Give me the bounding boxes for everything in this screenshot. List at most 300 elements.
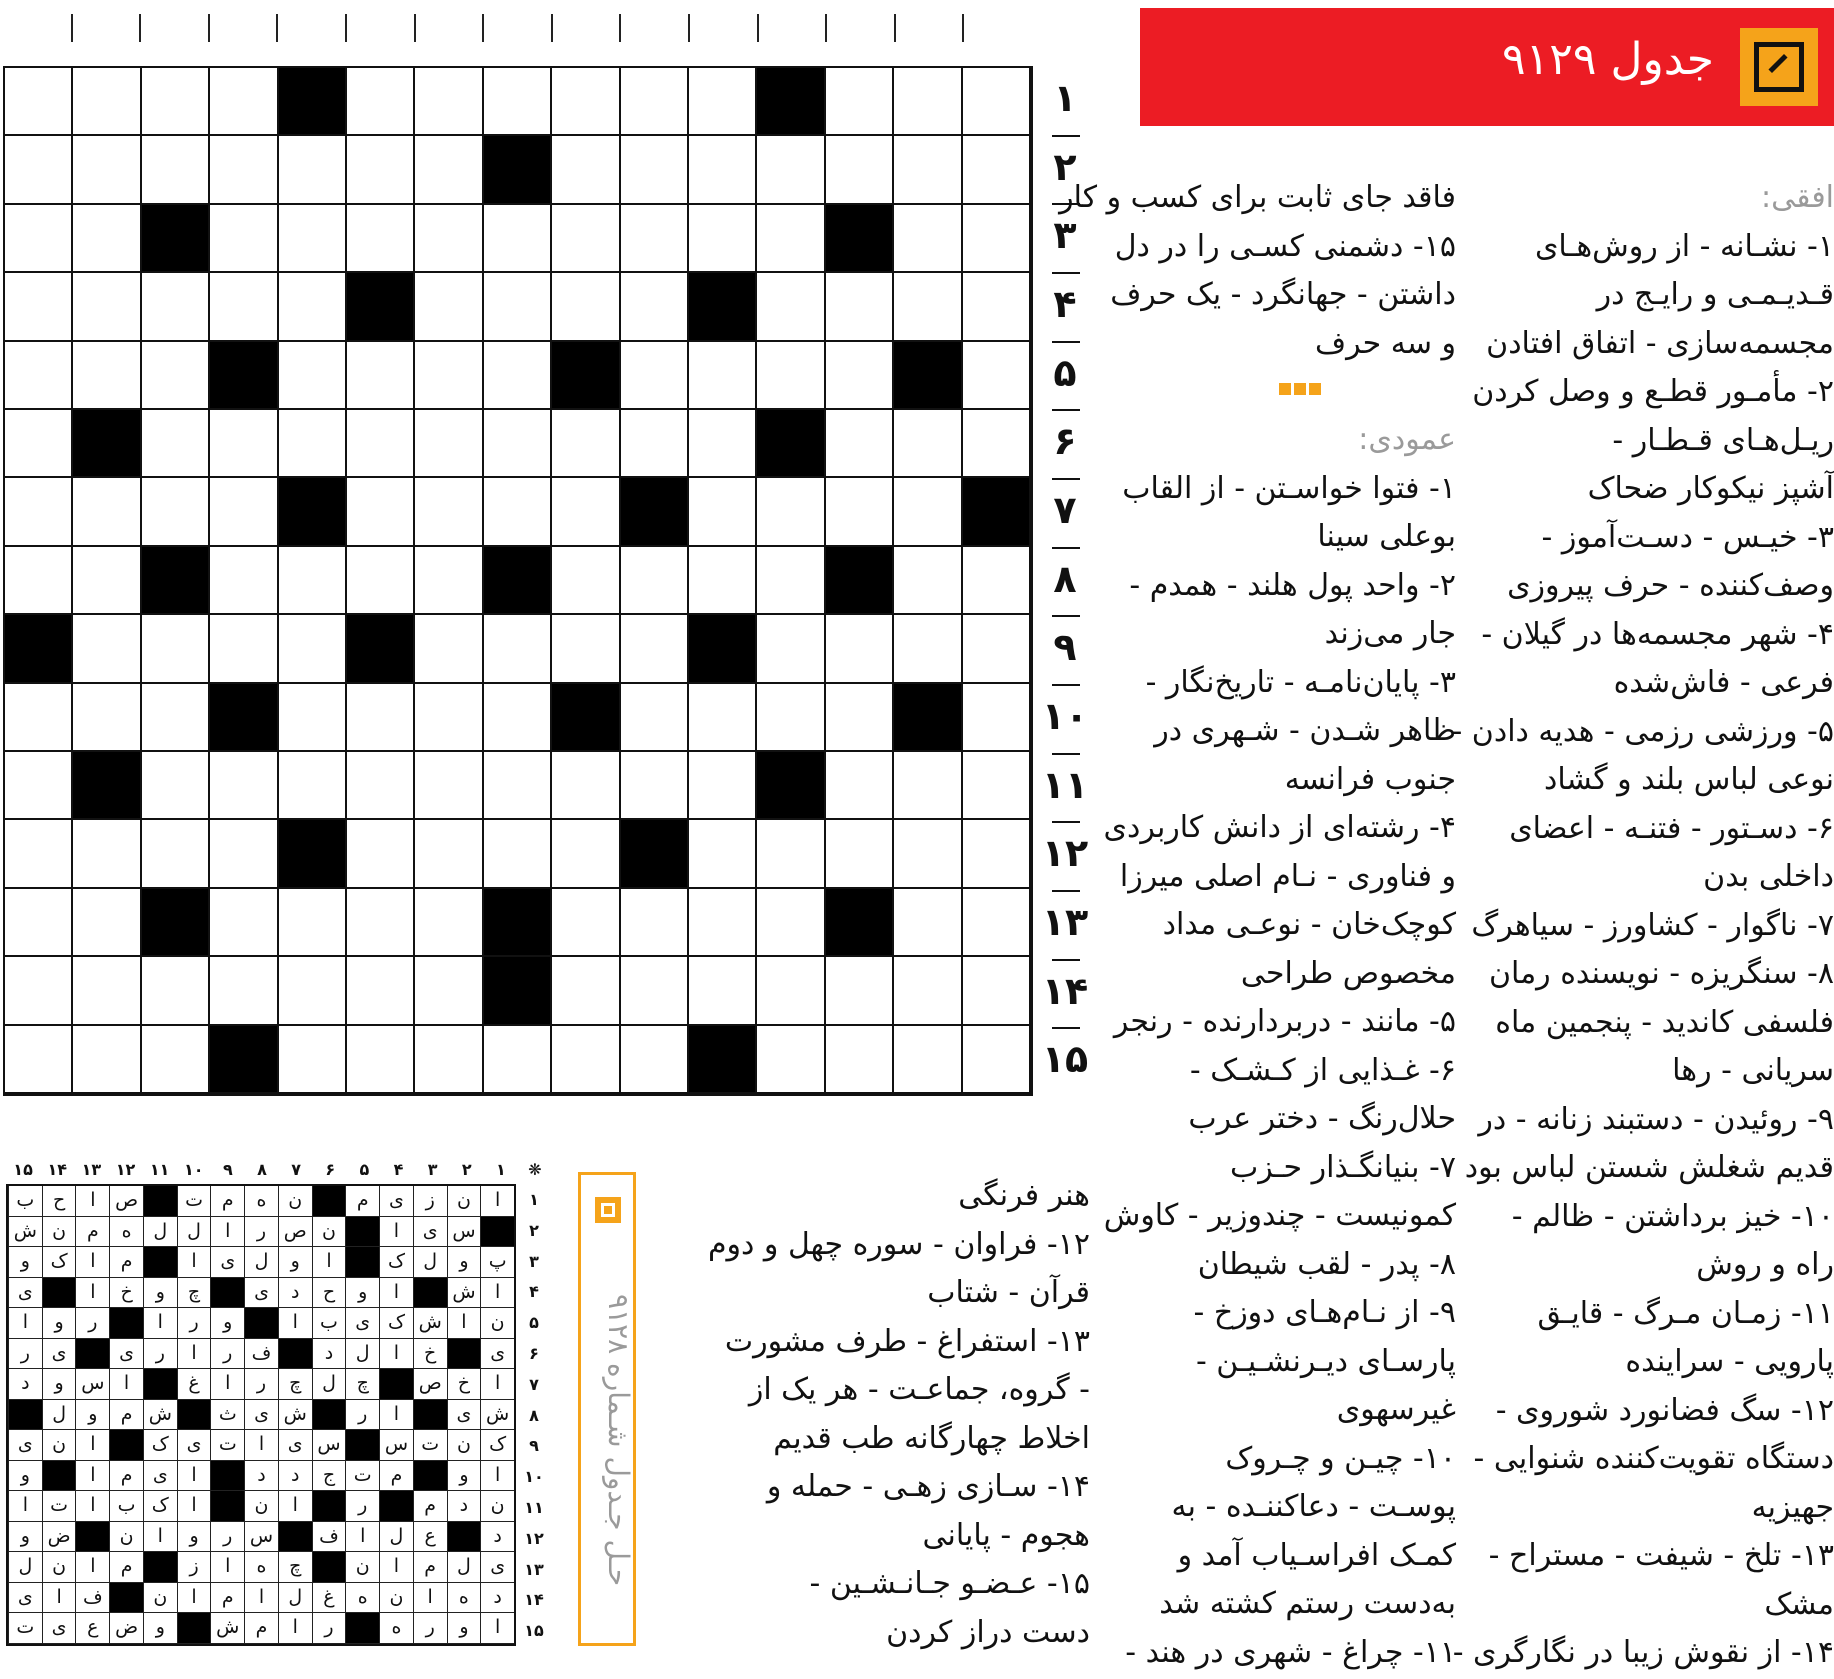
solution-cell-black [75, 1339, 109, 1370]
crossword-grid [3, 66, 1033, 1096]
solution-grid [6, 1184, 516, 1646]
grid-cell[interactable] [142, 273, 210, 341]
grid-cell[interactable] [210, 752, 278, 820]
solution-cell-black [379, 1369, 413, 1400]
grid-cell[interactable] [5, 684, 73, 752]
grid-cell[interactable] [484, 205, 552, 273]
grid-cell[interactable] [894, 478, 962, 546]
grid-cell[interactable] [963, 136, 1031, 204]
clue-line: ۱۴- از نقوش زیبا در نگارگری - [1452, 1635, 1834, 1670]
grid-cell[interactable] [826, 1026, 894, 1094]
grid-cell[interactable] [415, 273, 483, 341]
grid-cell[interactable] [826, 752, 894, 820]
grid-cell[interactable] [279, 205, 347, 273]
grid-cell[interactable] [5, 1026, 73, 1094]
grid-cell[interactable] [484, 684, 552, 752]
grid-cell[interactable] [73, 68, 141, 136]
grid-cell[interactable] [279, 1026, 347, 1094]
solution-column-number: ۱۳ [81, 1160, 102, 1179]
grid-cell[interactable] [552, 410, 620, 478]
grid-cell[interactable] [347, 889, 415, 957]
grid-cell[interactable] [963, 547, 1031, 615]
solution-cell: ا [244, 1430, 278, 1461]
grid-cell[interactable] [621, 1026, 689, 1094]
grid-cell[interactable] [142, 342, 210, 410]
solution-cell: ی [244, 1278, 278, 1309]
solution-column-number: ۱۵ [13, 1160, 33, 1179]
grid-cell[interactable] [347, 68, 415, 136]
grid-cell[interactable] [279, 684, 347, 752]
clue-line: ۶- دسـتور - فتنـه - اعضای [1509, 810, 1834, 846]
grid-cell[interactable] [73, 615, 141, 683]
grid-cell[interactable] [963, 820, 1031, 888]
grid-cell[interactable] [689, 205, 757, 273]
grid-cell[interactable] [5, 342, 73, 410]
clue-line: آشپز نیکوکار ضحاک [1587, 471, 1834, 506]
grid-cell[interactable] [279, 957, 347, 1025]
grid-cell[interactable] [347, 478, 415, 546]
grid-cell[interactable] [894, 1026, 962, 1094]
clue-line: - گروه، جماعـت - هر یک از [748, 1372, 1090, 1407]
solution-cell: ش [480, 1400, 514, 1431]
grid-cell[interactable] [5, 478, 73, 546]
solution-cell: و [8, 1461, 42, 1492]
grid-cell[interactable] [210, 820, 278, 888]
clue-line: بوعلی سینا [1317, 519, 1456, 554]
grid-cell[interactable] [210, 273, 278, 341]
grid-cell[interactable] [5, 205, 73, 273]
solution-cell: ک [480, 1430, 514, 1461]
grid-cell[interactable] [826, 478, 894, 546]
clue-line: فرعی - فاش‌شده [1613, 665, 1834, 700]
grid-cell[interactable] [894, 889, 962, 957]
grid-cell[interactable] [415, 547, 483, 615]
grid-cell[interactable] [757, 547, 825, 615]
grid-cell[interactable] [484, 820, 552, 888]
clue-line: کوچک‌خان - نوعـی مداد [1162, 907, 1456, 942]
grid-cell[interactable] [347, 410, 415, 478]
grid-cell[interactable] [552, 1026, 620, 1094]
grid-cell[interactable] [484, 752, 552, 820]
solution-cell: م [210, 1583, 244, 1614]
solution-cell: ا [379, 1217, 413, 1248]
grid-cell[interactable] [689, 957, 757, 1025]
row-separator [1052, 135, 1080, 137]
grid-cell[interactable] [279, 410, 347, 478]
grid-cell[interactable] [552, 820, 620, 888]
clue-line: ۱- فتوا خواسـتن - از القاب [1122, 470, 1456, 506]
grid-cell[interactable] [279, 547, 347, 615]
grid-cell[interactable] [415, 205, 483, 273]
grid-cell[interactable] [210, 136, 278, 204]
grid-cell[interactable] [826, 273, 894, 341]
ruler-tick [551, 14, 553, 42]
grid-cell[interactable] [415, 820, 483, 888]
clue-line: ریـل‌هـای قـطـار - [1612, 422, 1834, 458]
solution-cell: ر [244, 1369, 278, 1400]
grid-cell[interactable] [963, 889, 1031, 957]
grid-cell[interactable] [826, 684, 894, 752]
solution-column-number: ۱ [496, 1160, 506, 1179]
grid-cell[interactable] [894, 136, 962, 204]
grid-cell[interactable] [484, 68, 552, 136]
grid-cell[interactable] [210, 410, 278, 478]
solution-label-box [578, 1172, 636, 1646]
row-number: ۷ [1053, 488, 1077, 532]
solution-cell: س [75, 1369, 109, 1400]
grid-cell[interactable] [621, 684, 689, 752]
grid-cell[interactable] [5, 547, 73, 615]
grid-cell[interactable] [279, 273, 347, 341]
solution-cell: م [109, 1247, 143, 1278]
grid-cell-black [621, 820, 689, 888]
solution-cell: ع [413, 1522, 447, 1553]
grid-cell[interactable] [210, 889, 278, 957]
solution-cell: س [312, 1430, 346, 1461]
solution-cell: م [244, 1613, 278, 1644]
grid-cell[interactable] [826, 410, 894, 478]
grid-cell[interactable] [963, 410, 1031, 478]
grid-cell[interactable] [826, 342, 894, 410]
clue-line: ۹- روئیدن - دستبند زنانه - در [1478, 1101, 1834, 1137]
grid-cell[interactable] [347, 136, 415, 204]
grid-cell[interactable] [963, 342, 1031, 410]
grid-cell[interactable] [826, 136, 894, 204]
solution-cell-black [312, 1552, 346, 1583]
grid-cell[interactable] [757, 615, 825, 683]
grid-cell[interactable] [347, 684, 415, 752]
solution-row-number: ۵ [529, 1313, 539, 1333]
grid-cell[interactable] [73, 478, 141, 546]
grid-cell[interactable] [210, 615, 278, 683]
solution-cell: ا [177, 1491, 211, 1522]
grid-cell[interactable] [894, 205, 962, 273]
grid-cell[interactable] [621, 68, 689, 136]
solution-cell-black [413, 1278, 447, 1309]
grid-cell[interactable] [963, 273, 1031, 341]
grid-cell[interactable] [552, 615, 620, 683]
grid-cell[interactable] [5, 136, 73, 204]
row-number: ۹ [1053, 625, 1077, 670]
grid-cell[interactable] [963, 1026, 1031, 1094]
grid-cell[interactable] [279, 889, 347, 957]
solution-cell: ل [447, 1552, 481, 1583]
solution-cell-black [345, 1217, 379, 1248]
grid-cell[interactable] [621, 136, 689, 204]
grid-cell[interactable] [5, 752, 73, 820]
solution-cell: م [109, 1552, 143, 1583]
solution-cell: ص [109, 1186, 143, 1217]
grid-cell[interactable] [5, 410, 73, 478]
grid-cell[interactable] [142, 752, 210, 820]
grid-cell[interactable] [757, 205, 825, 273]
grid-cell[interactable] [415, 342, 483, 410]
grid-cell[interactable] [142, 68, 210, 136]
grid-cell[interactable] [894, 547, 962, 615]
grid-cell[interactable] [73, 136, 141, 204]
grid-cell[interactable] [347, 1026, 415, 1094]
grid-cell[interactable] [210, 205, 278, 273]
ruler-tick [894, 14, 896, 42]
grid-cell[interactable] [963, 684, 1031, 752]
grid-cell[interactable] [484, 615, 552, 683]
grid-cell[interactable] [415, 68, 483, 136]
grid-cell[interactable] [484, 478, 552, 546]
grid-cell[interactable] [552, 889, 620, 957]
solution-cell: ر [345, 1400, 379, 1431]
grid-cell[interactable] [347, 205, 415, 273]
grid-cell[interactable] [484, 1026, 552, 1094]
solution-cell: د [278, 1278, 312, 1309]
grid-cell[interactable] [894, 68, 962, 136]
grid-cell[interactable] [552, 478, 620, 546]
solution-cell: ت [345, 1461, 379, 1492]
brand-logo-icon [1740, 28, 1818, 106]
grid-cell[interactable] [347, 957, 415, 1025]
clue-line: ۱۱- زمـان مـرگ - قایـق [1537, 1295, 1834, 1331]
grid-cell[interactable] [689, 342, 757, 410]
solution-cell: ر [210, 1522, 244, 1553]
grid-cell[interactable] [621, 752, 689, 820]
solution-cell: و [278, 1247, 312, 1278]
grid-cell[interactable] [757, 1026, 825, 1094]
solution-cell-black [345, 1613, 379, 1644]
grid-cell[interactable] [621, 273, 689, 341]
clue-line: جنوب فرانسه [1284, 761, 1456, 797]
grid-cell[interactable] [689, 547, 757, 615]
grid-cell[interactable] [894, 752, 962, 820]
grid-cell[interactable] [552, 68, 620, 136]
grid-cell[interactable] [963, 615, 1031, 683]
grid-cell[interactable] [210, 547, 278, 615]
grid-cell[interactable] [279, 615, 347, 683]
grid-cell[interactable] [73, 889, 141, 957]
grid-cell[interactable] [415, 1026, 483, 1094]
grid-cell[interactable] [415, 752, 483, 820]
grid-cell[interactable] [415, 889, 483, 957]
grid-cell[interactable] [826, 957, 894, 1025]
grid-cell[interactable] [279, 342, 347, 410]
grid-cell[interactable] [621, 205, 689, 273]
grid-cell[interactable] [689, 68, 757, 136]
grid-cell[interactable] [963, 68, 1031, 136]
solution-cell: ا [75, 1430, 109, 1461]
grid-cell[interactable] [894, 273, 962, 341]
grid-cell[interactable] [689, 478, 757, 546]
grid-cell[interactable] [757, 273, 825, 341]
grid-cell[interactable] [142, 410, 210, 478]
grid-cell[interactable] [73, 273, 141, 341]
ruler-tick [757, 14, 759, 42]
grid-cell[interactable] [826, 615, 894, 683]
grid-cell[interactable] [757, 478, 825, 546]
grid-cell[interactable] [415, 684, 483, 752]
solution-cell-black [345, 1247, 379, 1278]
clue-line: ۱- نشـانه - از روش‌هـای [1534, 228, 1834, 264]
grid-cell-black [73, 410, 141, 478]
grid-cell[interactable] [621, 889, 689, 957]
grid-cell[interactable] [142, 478, 210, 546]
grid-cell[interactable] [689, 752, 757, 820]
grid-cell[interactable] [279, 752, 347, 820]
grid-cell[interactable] [73, 820, 141, 888]
solution-cell: ی [8, 1278, 42, 1309]
solution-cell: چ [278, 1552, 312, 1583]
clue-line: حلال‌رنگ - دختر عرب [1188, 1101, 1456, 1136]
grid-cell[interactable] [73, 684, 141, 752]
solution-cell: چ [177, 1278, 211, 1309]
grid-cell[interactable] [73, 342, 141, 410]
grid-cell[interactable] [757, 889, 825, 957]
grid-cell[interactable] [415, 478, 483, 546]
grid-cell[interactable] [689, 889, 757, 957]
grid-cell[interactable] [963, 205, 1031, 273]
solution-cell: ص [278, 1217, 312, 1248]
grid-cell[interactable] [142, 820, 210, 888]
solution-cell: ا [143, 1522, 177, 1553]
grid-cell[interactable] [552, 957, 620, 1025]
grid-cell[interactable] [757, 342, 825, 410]
ruler-tick [139, 14, 141, 42]
grid-cell[interactable] [347, 342, 415, 410]
solution-cell: ص [413, 1369, 447, 1400]
solution-cell: ه [379, 1613, 413, 1644]
grid-cell-black [484, 889, 552, 957]
grid-cell[interactable] [142, 684, 210, 752]
grid-cell[interactable] [415, 957, 483, 1025]
grid-cell[interactable] [415, 136, 483, 204]
clue-line: قدیم شغلش شستن لباس بود [1464, 1150, 1834, 1185]
grid-cell[interactable] [73, 547, 141, 615]
grid-cell[interactable] [552, 273, 620, 341]
solution-cell: ل [413, 1247, 447, 1278]
grid-cell[interactable] [347, 752, 415, 820]
grid-cell[interactable] [73, 957, 141, 1025]
grid-cell[interactable] [347, 547, 415, 615]
solution-cell: ف [75, 1583, 109, 1614]
solution-cell-black [345, 1430, 379, 1461]
grid-cell[interactable] [621, 957, 689, 1025]
grid-cell[interactable] [689, 410, 757, 478]
grid-cell[interactable] [757, 820, 825, 888]
grid-cell[interactable] [73, 205, 141, 273]
solution-cell: ل [143, 1217, 177, 1248]
grid-cell[interactable] [5, 820, 73, 888]
row-separator [1052, 478, 1080, 480]
row-number: ۱۴ [1041, 968, 1089, 1013]
ruler-tick [208, 14, 210, 42]
grid-cell[interactable] [142, 957, 210, 1025]
solution-cell: ش [143, 1400, 177, 1431]
grid-cell[interactable] [484, 410, 552, 478]
grid-cell[interactable] [963, 957, 1031, 1025]
grid-cell[interactable] [142, 1026, 210, 1094]
solution-column-number: ۴ [393, 1160, 404, 1179]
grid-cell[interactable] [415, 410, 483, 478]
grid-cell-black [689, 615, 757, 683]
row-separator [1052, 890, 1080, 892]
grid-cell[interactable] [210, 957, 278, 1025]
grid-cell-black [210, 1026, 278, 1094]
grid-cell[interactable] [552, 136, 620, 204]
grid-cell[interactable] [484, 273, 552, 341]
grid-cell[interactable] [347, 820, 415, 888]
solution-cell: د [480, 1522, 514, 1553]
grid-cell[interactable] [621, 410, 689, 478]
solution-cell-black [109, 1430, 143, 1461]
clue-line: ۱۱- چراغ - شهری در هند - [1125, 1634, 1456, 1670]
clue-line: پارویی - سراینده [1625, 1344, 1834, 1379]
clue-line: ۷- بنیانگـذار حـزب [1229, 1149, 1456, 1185]
grid-cell[interactable] [552, 547, 620, 615]
solution-cell: چ [345, 1369, 379, 1400]
grid-cell[interactable] [210, 68, 278, 136]
solution-row-number: ۷ [529, 1374, 539, 1394]
grid-cell[interactable] [5, 957, 73, 1025]
grid-cell[interactable] [142, 136, 210, 204]
grid-cell-black [142, 205, 210, 273]
grid-cell[interactable] [210, 478, 278, 546]
grid-cell[interactable] [5, 68, 73, 136]
solution-cell: ب [109, 1491, 143, 1522]
grid-cell[interactable] [5, 273, 73, 341]
solution-cell: ا [480, 1613, 514, 1644]
solution-cell: ل [8, 1552, 42, 1583]
row-number: ۸ [1053, 556, 1077, 601]
grid-cell[interactable] [826, 68, 894, 136]
down-heading: عمودی: [1358, 422, 1456, 457]
grid-cell[interactable] [484, 342, 552, 410]
separator-dots [1276, 380, 1324, 394]
clue-line: دستگاه تقویت‌کننده شنوایی - [1473, 1441, 1834, 1476]
row-separator [1052, 753, 1080, 755]
solution-cell-black [143, 1369, 177, 1400]
solution-cell: ن [312, 1217, 346, 1248]
grid-cell-black [689, 1026, 757, 1094]
solution-cell: ا [109, 1369, 143, 1400]
grid-cell[interactable] [621, 547, 689, 615]
grid-cell[interactable] [894, 957, 962, 1025]
grid-cell[interactable] [73, 1026, 141, 1094]
grid-cell[interactable] [621, 342, 689, 410]
grid-cell[interactable] [5, 889, 73, 957]
clue-line: جار می‌زند [1324, 616, 1456, 651]
solution-cell: ل [42, 1400, 76, 1431]
grid-cell[interactable] [621, 615, 689, 683]
grid-cell[interactable] [689, 684, 757, 752]
solution-cell: ا [210, 1217, 244, 1248]
grid-cell[interactable] [552, 752, 620, 820]
grid-cell-black [552, 342, 620, 410]
grid-cell[interactable] [689, 820, 757, 888]
grid-cell[interactable] [757, 684, 825, 752]
grid-cell[interactable] [826, 820, 894, 888]
clue-line: ۱۵- عـضـو جـانـشـین - [809, 1566, 1090, 1601]
solution-cell: ل [177, 1217, 211, 1248]
grid-cell[interactable] [894, 615, 962, 683]
grid-cell[interactable] [279, 136, 347, 204]
grid-cell[interactable] [142, 615, 210, 683]
grid-cell[interactable] [689, 136, 757, 204]
grid-cell[interactable] [552, 205, 620, 273]
grid-cell[interactable] [757, 957, 825, 1025]
grid-cell[interactable] [963, 752, 1031, 820]
grid-cell[interactable] [894, 820, 962, 888]
solution-cell-black [210, 1461, 244, 1492]
grid-cell[interactable] [894, 410, 962, 478]
grid-cell[interactable] [415, 615, 483, 683]
grid-cell[interactable] [757, 136, 825, 204]
